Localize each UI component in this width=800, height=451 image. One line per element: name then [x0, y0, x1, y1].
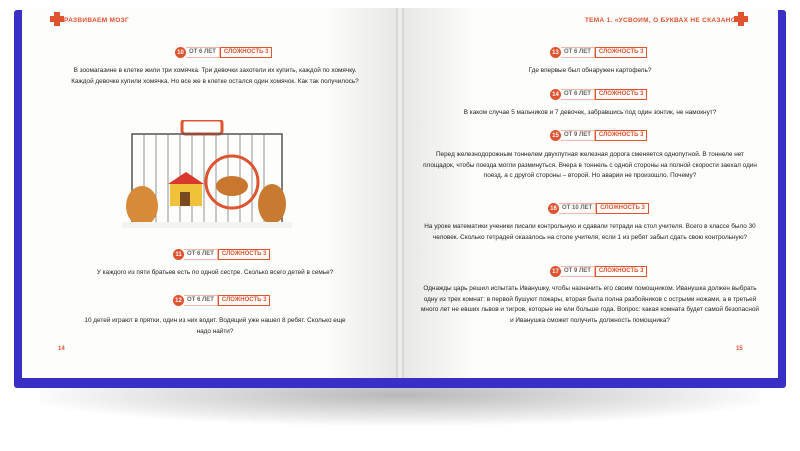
- question-text: У каждого из пяти братьев есть по одной сестре. Сколько всего детей в семье?: [96, 269, 334, 276]
- difficulty-label: СЛОЖНОСТЬ 3: [220, 47, 273, 58]
- question-number: 16: [548, 203, 559, 214]
- difficulty-label: СЛОЖНОСТЬ 3: [595, 130, 648, 141]
- right-page-header: ТЕМА 1. «УСВОИМ, О БУКВАХ НЕ СКАЗАНО»: [584, 17, 740, 24]
- age-label: ОТ 6 ЛЕТ: [186, 47, 220, 58]
- hamster-cage-illustration: [112, 120, 302, 232]
- question-text: На уроке математики ученики писали контрольную и сдавали тетради на стол учителя. Всего в классе было 30 человек. Сколько тетрадей оказалось на столе учителя, если 1 из ребят забыл сдать свою контрольную?: [424, 223, 756, 241]
- question-number: 14: [550, 89, 561, 100]
- difficulty-label: СЛОЖНОСТЬ 3: [596, 203, 649, 214]
- question-badge: [173, 249, 270, 260]
- puzzle-logo-icon: [50, 12, 64, 26]
- difficulty-label: СЛОЖНОСТЬ 3: [595, 47, 648, 58]
- age-label: ОТ 6 ЛЕТ: [561, 89, 595, 100]
- difficulty-label: СЛОЖНОСТЬ 3: [218, 295, 271, 306]
- question-badge: [550, 47, 647, 58]
- question-badge: [550, 89, 647, 100]
- age-label: ОТ 9 ЛЕТ: [561, 130, 595, 141]
- question-number: 10: [175, 47, 186, 58]
- question-text: Перед железнодорожным тоннелем двухпутная железная дорога сменяется однопутной. В тоннеле нет площадок, чтобы поезда могли разминуться. Вчера в тоннель с одной стороны на полной скорости заехал один поезд, а с другой стороны – второй. Но аварии не произошло. Почему?: [423, 151, 757, 179]
- page-number: 15: [736, 346, 743, 352]
- difficulty-label: СЛОЖНОСТЬ 3: [595, 266, 648, 277]
- question-text: Однажды царь решил испытать Иванушку, чтобы назначить его своим помощником. Иванушка должен выбрать одну из трех комнат: в первой бушуют пожары, вторая была полна разбойников с острыми ножами, а в третьей много лет не евших львов и тигров, которые не ели больше года. Вопрос: какая комната будет самой безопасной и Иванушка сможет получить должность помощника?: [421, 285, 759, 324]
- question-text: Где впервые был обнаружен картофель?: [528, 67, 652, 74]
- question-badge: [173, 295, 270, 306]
- age-label: ОТ 6 ЛЕТ: [184, 249, 218, 260]
- age-label: ОТ 6 ЛЕТ: [561, 47, 595, 58]
- difficulty-label: СЛОЖНОСТЬ 3: [218, 249, 271, 260]
- question-number: 11: [173, 249, 184, 260]
- question-number: 13: [550, 47, 561, 58]
- question-badge: [550, 130, 647, 141]
- page-number: 14: [58, 346, 65, 352]
- question-number: 15: [550, 130, 561, 141]
- question-badge: [548, 203, 649, 214]
- age-label: ОТ 9 ЛЕТ: [561, 266, 595, 277]
- age-label: ОТ 6 ЛЕТ: [184, 295, 218, 306]
- question-badge: [550, 266, 647, 277]
- question-text: В зоомагазине в клетке жили три хомячка. Три девочки захотели их купить, каждой по хомячку. Каждой девочке купили хомячка. Но все же в клетке остался один хомячок. Как так получилось?: [71, 67, 359, 85]
- difficulty-label: СЛОЖНОСТЬ 3: [595, 89, 648, 100]
- question-text: 10 детей играют в прятки, один из них водит. Водящий уже нашел 8 ребят. Сколько еще надо найти?: [84, 317, 346, 335]
- age-label: ОТ 10 ЛЕТ: [559, 203, 596, 214]
- left-page-header: РАЗВИВАЕМ МОЗГ: [64, 17, 129, 24]
- book-spine: [396, 8, 404, 378]
- question-text: В каком случае 5 мальчиков и 7 девочек, забравшись под один зонтик, не намокнут?: [463, 109, 717, 116]
- question-badge: [175, 47, 272, 58]
- question-number: 17: [550, 266, 561, 277]
- question-number: 12: [173, 295, 184, 306]
